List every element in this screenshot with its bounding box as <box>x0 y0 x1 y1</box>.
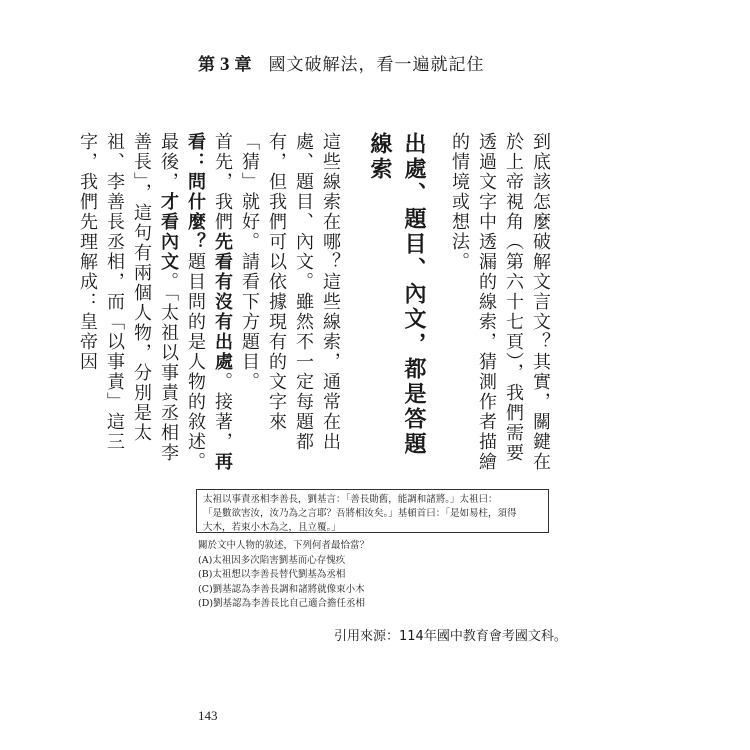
exam-passage-box <box>196 489 549 533</box>
question-stem: 關於文中人物的敘述，下列何者最恰當？ <box>198 540 370 551</box>
exam-question <box>198 539 369 612</box>
option-a: (A)太祖因多次陷害劉基而心存愧疚 <box>198 554 346 566</box>
paragraph-first-step <box>182 132 236 477</box>
page-number: 143 <box>198 708 218 723</box>
paragraph-last-step <box>74 132 182 477</box>
para4-bold-1: 才看內文 <box>158 192 179 272</box>
para3-bold-1: 先看有沒有出處 <box>212 232 233 372</box>
para4-text-1: 最後， <box>158 132 179 192</box>
para3-text-3: 題目問的是人物的敘述。 <box>185 252 206 472</box>
passage-line-2: 「是數欲害汝，汝乃為之言耶？吾將相汝矣。」基頓首曰：「是如易柱，須得 <box>203 508 517 519</box>
option-d: (D)劉基認為李善長比自己適合擔任丞相 <box>198 598 366 609</box>
para3-text-1: 首先，我們 <box>212 132 233 232</box>
option-c: (C)劉基認為李善長調和諸將就像束小木 <box>198 583 365 595</box>
para3-text-2: 。接著， <box>212 372 233 452</box>
section-heading: 出處、題目、內文，都是答題線索 <box>367 132 426 457</box>
chapter-title: 國文破解法，看一遍就記住 <box>268 55 485 75</box>
para4-text-2: 。「太祖以事責丞相李善長」，這句有兩個人物，分別是太祖、李善長丞相，而「以事責」這三字，我們先理解成：皇帝因 <box>77 132 179 463</box>
running-header <box>198 50 485 76</box>
chapter-number: 3 <box>220 54 231 75</box>
para3-bold-2: 再看：問什麼？ <box>185 132 233 472</box>
paragraph-intro: 到底該怎麼破解文言文？其實，關鍵在於上帝視角（第六十七頁），我們需要透過文字中透漏的線索，猜測作者描繪的情境或想法。 <box>449 132 551 472</box>
option-b: (B)太祖想以李善長替代劉基為丞相 <box>198 569 346 580</box>
passage-line-3: 大木，若束小木為之，且立覆。」 <box>203 522 341 533</box>
vertical-body-text <box>77 132 554 477</box>
paragraph-clues: 這些線索在哪？這些線索，通常在出處、題目、內文。雖然不一定每題都有，但我們可以依據現有的文字來「猜」就好。請看下方題目。 <box>239 132 341 452</box>
citation-source: 引用來源：114年國中教育會考國文科。 <box>334 629 567 644</box>
chapter-suffix: 章 <box>234 55 253 75</box>
chapter-prefix: 第 <box>198 55 216 75</box>
passage-line-1: 太祖以事責丞相李善長，劉基言：「善長勛舊，能調和諸將。」太祖曰： <box>203 494 498 505</box>
